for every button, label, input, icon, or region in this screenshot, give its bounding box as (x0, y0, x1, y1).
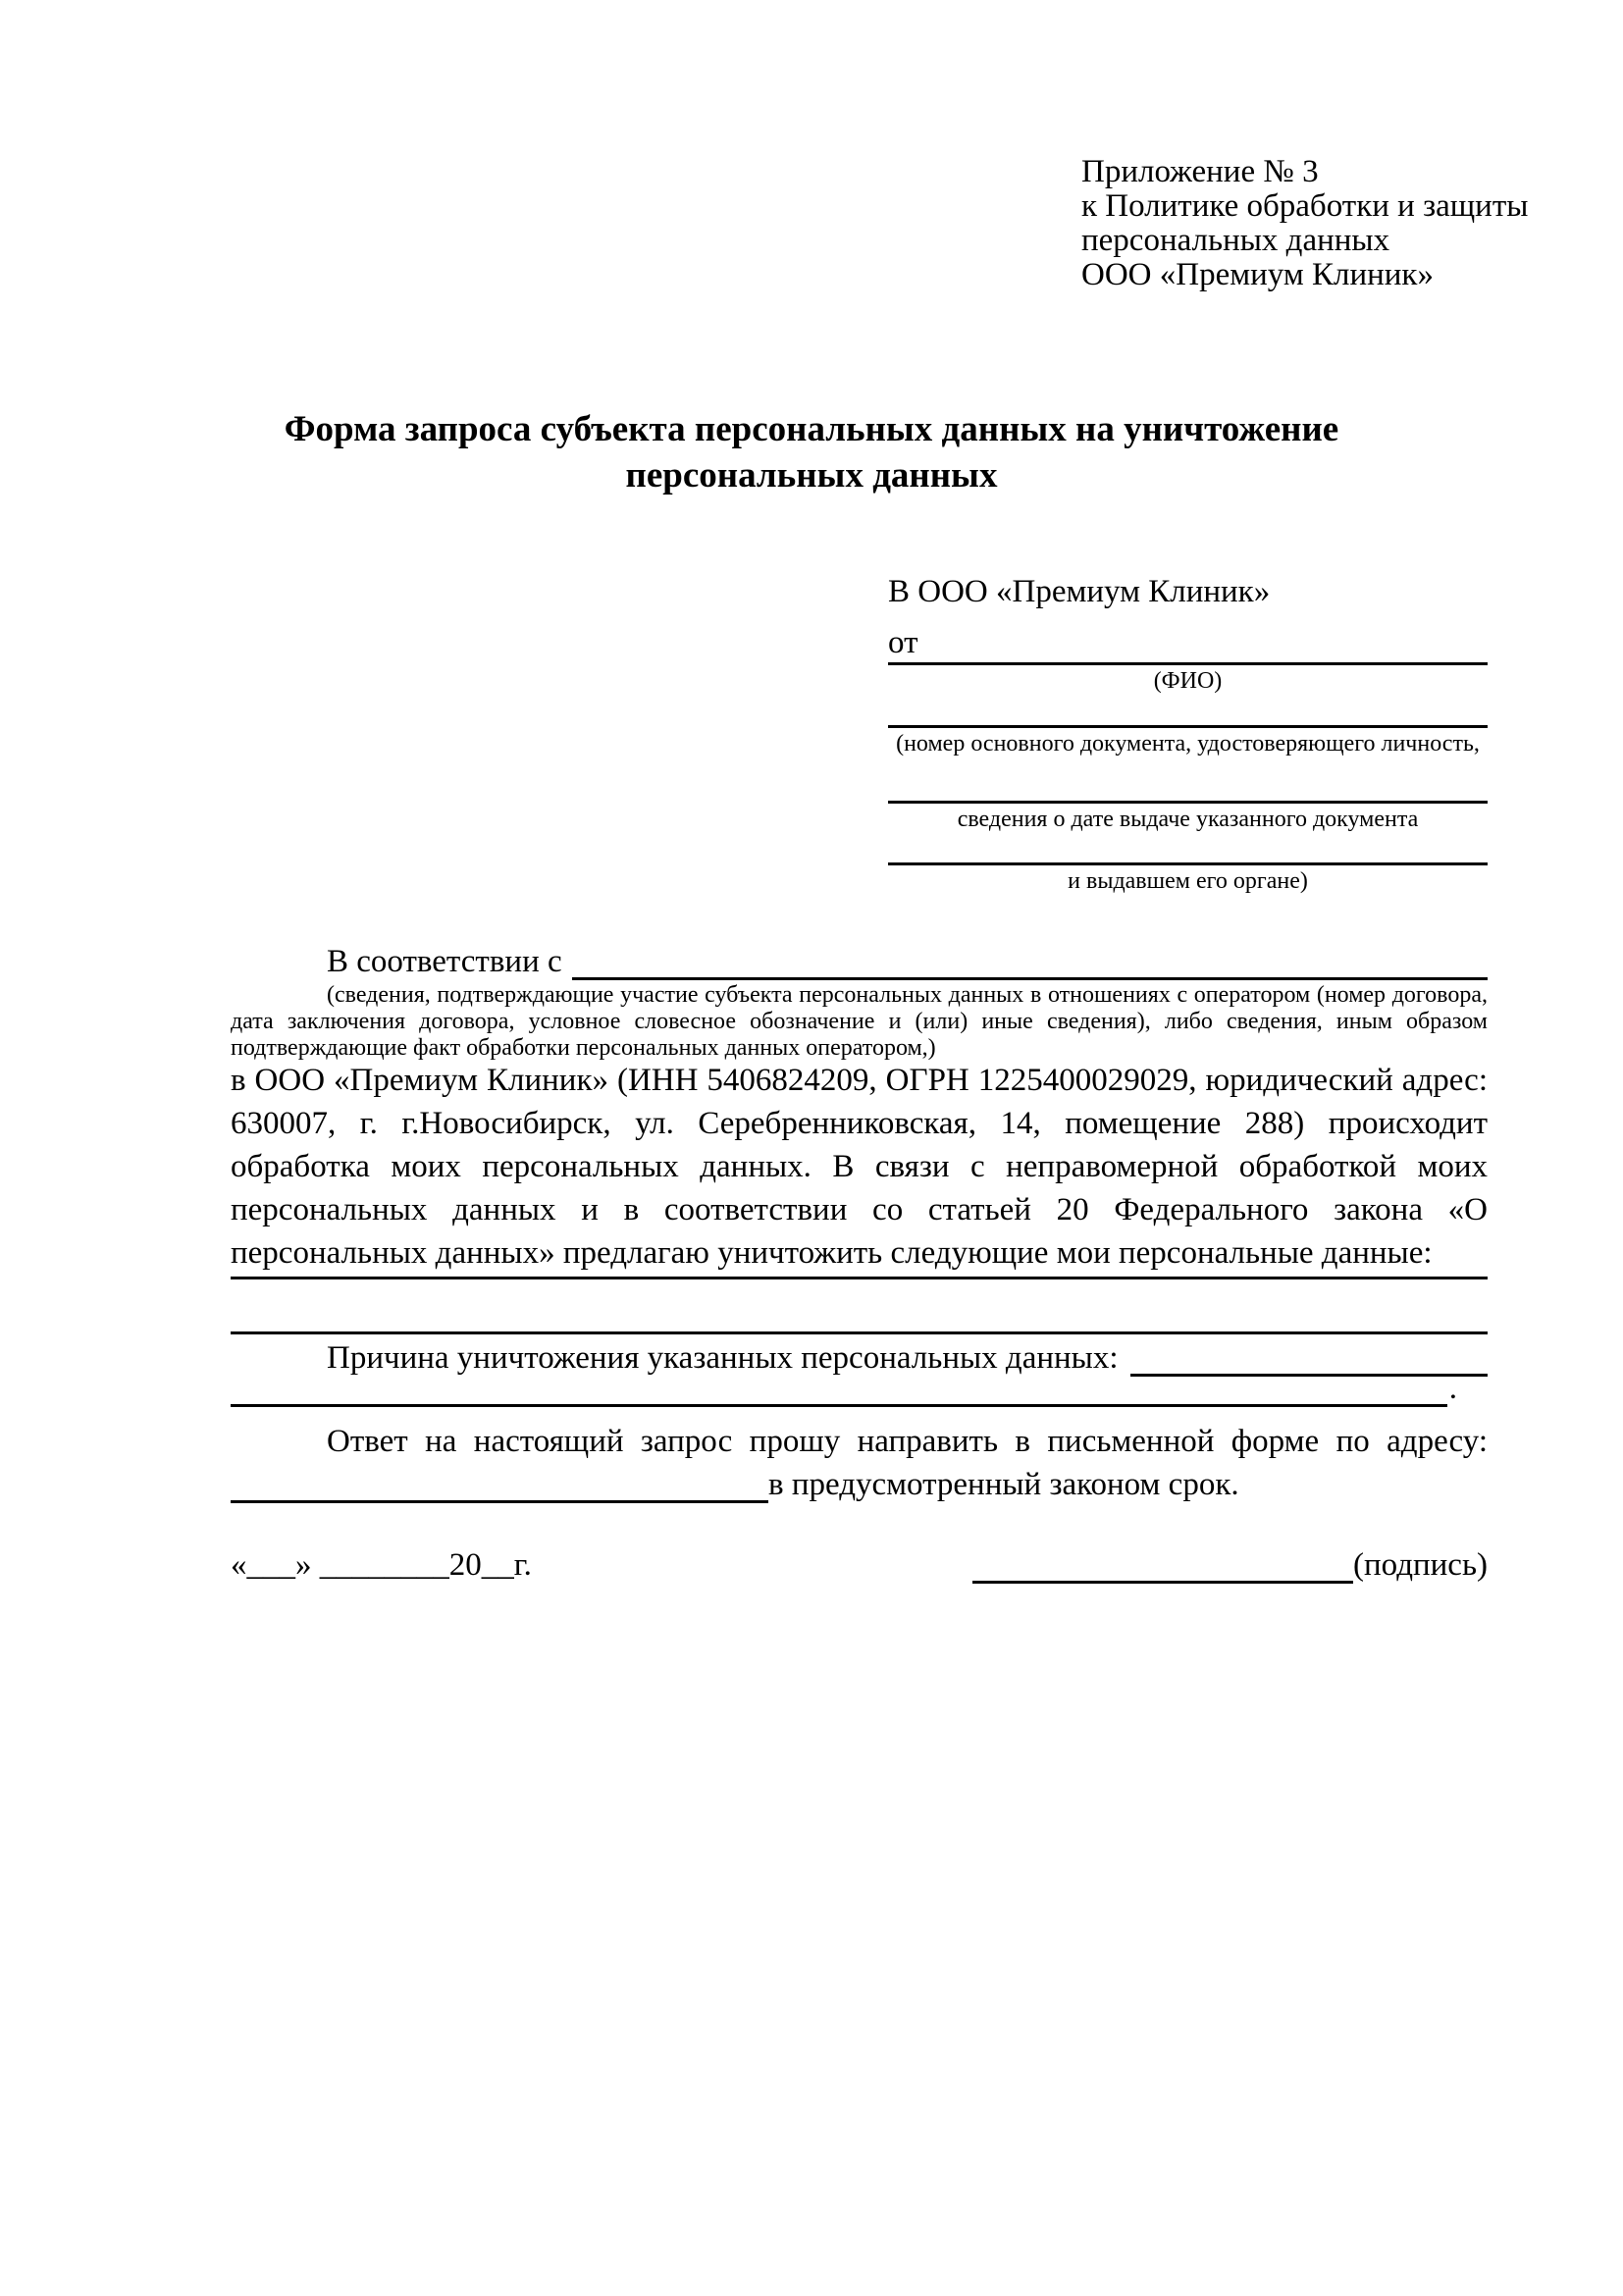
address-fill-line (231, 1467, 768, 1503)
line-end-period: . (1448, 1371, 1457, 1406)
addressee-from-label: от (888, 625, 918, 660)
addressee-to: В ООО «Премиум Клиник» (888, 574, 1271, 609)
issue-date-fill-line (888, 801, 1488, 804)
data-fill-line-2 (231, 1331, 1488, 1334)
accordance-fill-line (572, 944, 1488, 980)
response-suffix: в предусмотренный законом срок. (768, 1467, 1239, 1502)
document-title (0, 406, 1623, 498)
main-paragraph: в ООО «Премиум Клиник» (ИНН 5406824209, ОГРН 1225400029029, юридический адрес: 630007, г. г.Новосибирск, ул. Серебренниковская, 14, помещение 288) происходит обработка моих персональных данных. В связи с неправомерной обработкой моих персональных данных и в соответствии со статьей 20 Федерального закона «О персональных данных» предлагаю уничтожить следующие мои персональные данные: (231, 1063, 1488, 1271)
document-number-fill-line (888, 725, 1488, 728)
response-address-line (231, 1464, 1488, 1503)
fio-caption: (ФИО) (1153, 668, 1223, 694)
signature-group (972, 1547, 1488, 1584)
appendix-note (1081, 155, 1543, 292)
accordance-footnote: (сведения, подтверждающие участие субъекта персональных данных в отношениях с оператором (номер договора, дата заключения договора, условное словесное обозначение и (или) иные сведения), либо сведения, иным образом подтверждающие факт обработки персональных данных оператором,) (231, 982, 1488, 1061)
reason-continuation-line (231, 1371, 1457, 1407)
accordance-label: В соответствии с (327, 944, 562, 979)
appendix-note-line: персональных данных (1081, 223, 1390, 258)
appendix-note-line: Приложение № 3 (1081, 154, 1319, 189)
footer-row (231, 1540, 1488, 1584)
issue-date-caption: сведения о дате выдаче указанного документа (957, 807, 1419, 832)
signature-fill-line (972, 1547, 1353, 1584)
date-field: «___» ________20__г. (231, 1547, 532, 1583)
appendix-note-line: ООО «Премиум Клиник» (1081, 257, 1434, 292)
document-number-caption: (номер основного документа, удостоверяющего личность, (896, 731, 1480, 757)
data-fill-line-1 (231, 1277, 1488, 1279)
issuing-authority-caption: и выдавшем его органе) (1068, 868, 1308, 894)
fio-fill-line (888, 662, 1488, 665)
response-request-line: Ответ на настоящий запрос прошу направить в письменной форме по адресу: (327, 1424, 1488, 1459)
document-title-text: Форма запроса субъекта персональных данных на уничтожение персональных данных (284, 409, 1339, 496)
issuing-authority-fill-line (888, 862, 1488, 865)
reason-label: Причина уничтожения указанных персональных данных: (327, 1340, 1119, 1376)
reason-continuation-fill-line (231, 1371, 1447, 1407)
signature-caption: (подпись) (1353, 1547, 1488, 1583)
appendix-note-line: к Политике обработки и защиты (1081, 188, 1529, 224)
accordance-line (231, 939, 1488, 980)
